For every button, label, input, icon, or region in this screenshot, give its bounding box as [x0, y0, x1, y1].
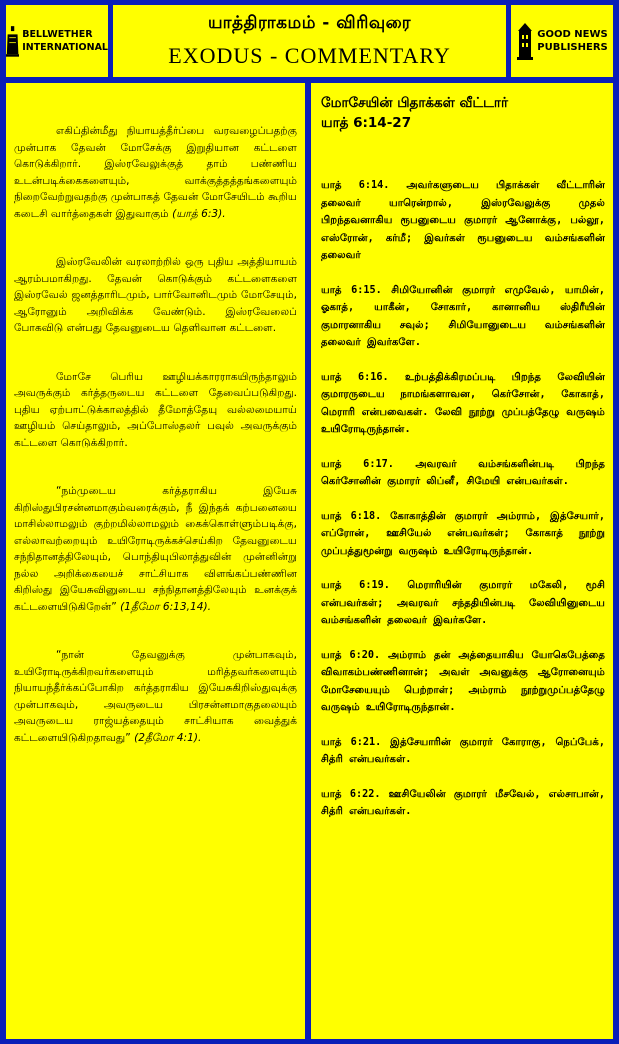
scripture-column: [311, 83, 613, 1039]
verse-6-20: யாத் 6:20. அம்ராம் தன் அத்தையாகிய யோகெபேத்தை விவாகம்பண்ணினான்; அவள் அவனுக்கு ஆரோனையும் மோசேயையும் பெற்றாள்; அம்ராம் நூற்றுமுப்பத்தேழு வருஷம் உயிரோடிருந்தான்.: [321, 649, 605, 713]
bellwether-logo-line2: INTERNATIONAL: [22, 42, 108, 53]
verse-6-19: யாத் 6:19. மெராரியின் குமாரர் மகேலி, மூசி என்பவர்கள்; அவரவர் சந்ததியின்படி லேவியினுடைய வம்சங்களின் தலைவர் இவர்களே.: [321, 580, 605, 626]
verse-6-18: யாத் 6:18. கோகாத்தின் குமாரர் அம்ராம், இத்சேயார், எப்ரோன், ஊசியேல் என்பவர்கள்; கோகாத் நூற்று முப்பத்துமூன்று வருஷம் உயிரோடிருந்தான்.: [321, 510, 605, 557]
scripture-reference: (யாத் 6:3).: [172, 207, 226, 220]
commentary-column: [6, 83, 305, 1039]
commentary-paragraph-1: [14, 123, 297, 222]
page-title-english: EXODUS - COMMENTARY: [168, 43, 451, 68]
page-title-tamil: யாத்திராகமம் - விரிவுரை: [208, 13, 411, 33]
paragraph-text: எகிப்தின்மீது நியாயத்தீர்ப்பை வரவழைப்பதற்கு முன்பாக தேவன் மோசேக்கு இறுதியான கட்டளை கொடுக்கிறார். இஸ்ரவேலுக்குத் தாம் பண்ணிய உடன்படிக்கைகளையும், வாக்குத்தத்தங்களையும் நிறைவேற்றுவதற்கு முன்பாகத் தேவன் மோசேயிடம் கூறிய கடைசி வார்த்தைகள் இதுவாகும்: [14, 125, 297, 220]
scripture-reference: (2தீமோ 4:1).: [134, 731, 202, 744]
commentary-paragraph-5: [14, 647, 297, 746]
publisher-building-icon: [516, 21, 534, 61]
goodnews-logo-line2: PUBLISHERS: [537, 42, 608, 53]
bellwether-logo-line1: BELLWETHER: [22, 29, 93, 40]
title-box: [113, 5, 506, 77]
commentary-paragraph-4: [14, 483, 297, 615]
goodnews-logo-line1: GOOD NEWS: [537, 29, 608, 40]
quotation-text: “நான் தேவனுக்கு முன்பாகவும், உயிரோடிருக்கிறவர்களையும் மரித்தவர்களையும் நியாயந்தீர்க்கப்போகிற கர்த்தராகிய இயேசுகிறிஸ்துவுக்கு முன்பாகவும், அவருடைய பிரசன்னமாகுதலையும் அவருடைய ராஜ்யத்தையும் சாட்சியாக வைத்துக் கட்டளையிடுகிறதாவது”: [14, 649, 297, 744]
verse-6-16: யாத் 6:16. உற்பத்திக்கிரமப்படி பிறந்த லேவியின் குமாரருடைய நாமங்களாவன, கெர்சோன், கோகாத், மெராரி என்பவைகள். லேவி நூற்று முப்பத்தேழு வருஷம் உயிரோடிருந்தான்.: [321, 371, 605, 435]
section-heading: [321, 93, 605, 133]
verse-6-21: யாத் 6:21. இத்சேயாரின் குமாரர் கோராகு, நெப்பேக், சித்ரி என்பவர்கள்.: [321, 736, 605, 765]
verse-6-15: யாத் 6:15. சிமியோனின் குமாரர் எமுவேல், யாமின், ஓகாத், யாகீன், சோகார், கானானிய ஸ்திரீயின் குமாரனாகிய சவுல்; சிமியோனுடைய வம்சங்களின் தலைவர் இவர்களே.: [321, 284, 605, 348]
bellwether-logo-box: [6, 5, 108, 77]
commentary-paragraph-3: மோசே பெரிய ஊழியக்காரராகயிருந்தாலும் அவருக்கும் கர்த்தருடைய கட்டளை தேவைப்படுகிறது. புதிய ஏற்பாட்டுக்காலத்தில் தீமோத்தேயு வல்லமையாய் ஊழியம் செய்தாலும், அப்போஸ்தலர் பவுல் அவருக்கும் கட்டளை கொடுக்கிறார்.: [14, 370, 297, 449]
verse-6-22: யாத் 6:22. ஊசியேலின் குமாரர் மீசவேல், எல்சாபான், சித்ரி என்பவர்கள்.: [321, 788, 605, 817]
goodnews-logo-box: [511, 5, 613, 77]
bellwether-sheep-icon: [6, 21, 19, 61]
verse-6-17: யாத் 6:17. அவரவர் வம்சங்களின்படி பிறந்த கெர்சோனின் குமாரர் லிப்னீ, சிமேயி என்பவர்கள்.: [321, 458, 605, 487]
quotation-text: “நம்முடைய கர்த்தராகிய இயேசு கிறிஸ்துபிரசன்னமாகும்வரைக்கும், நீ இந்தக் கற்பனையை மாசில்லாமலும் குற்றமில்லாமலும் கைக்கொள்ளும்படிக்கு, எல்லாவற்றையும் உயிரோடிருக்கச்செய்கிற தேவனுடைய சந்நிதானத்திலேயும், பொந்தியுபிலாத்துவின் முன்னின்று நல்ல அறிக்கையைச் சாட்சியாக விளங்கப்பண்ணின கிறிஸ்து இயேசுவினுடைய சந்நிதானத்திலேயும் உனக்குக் கட்டளையிடுகிறேன்”: [14, 485, 297, 613]
scripture-reference: (1தீமோ 6:13,14).: [120, 600, 211, 613]
commentary-paragraph-2: இஸ்ரவேலின் வரலாற்றில் ஒரு புதிய அத்தியாயம் ஆரம்பமாகிறது. தேவன் கொடுக்கும் கட்டளைகளை இஸ்ரவேல் ஜனத்தாரிடமும், பார்வோனிடமும் மோசேயும், ஆரோனும் அறிவிக்க வேண்டும். இஸ்ரவேலைப் போகவிடு என்பது தேவனுடைய தெளிவான கட்டளை.: [14, 256, 297, 334]
section-heading-reference: யாத் 6:14-27: [321, 115, 412, 131]
verse-6-14: யாத் 6:14. அவர்களுடைய பிதாக்கள் வீட்டாரின் தலைவர் யாரென்றால், இஸ்ரவேலுக்கு முதல் பிறந்தவனாகிய ரூபனுடைய குமாரர் ஆனோக்கு, பல்லூ, எஸ்ரோன், கர்மீ; இவர்கள் ரூபனுடைய வம்சங்களின் தலைவர்: [321, 180, 605, 261]
section-heading-title: மோசேயின் பிதாக்கள் வீட்டார்: [321, 95, 509, 111]
